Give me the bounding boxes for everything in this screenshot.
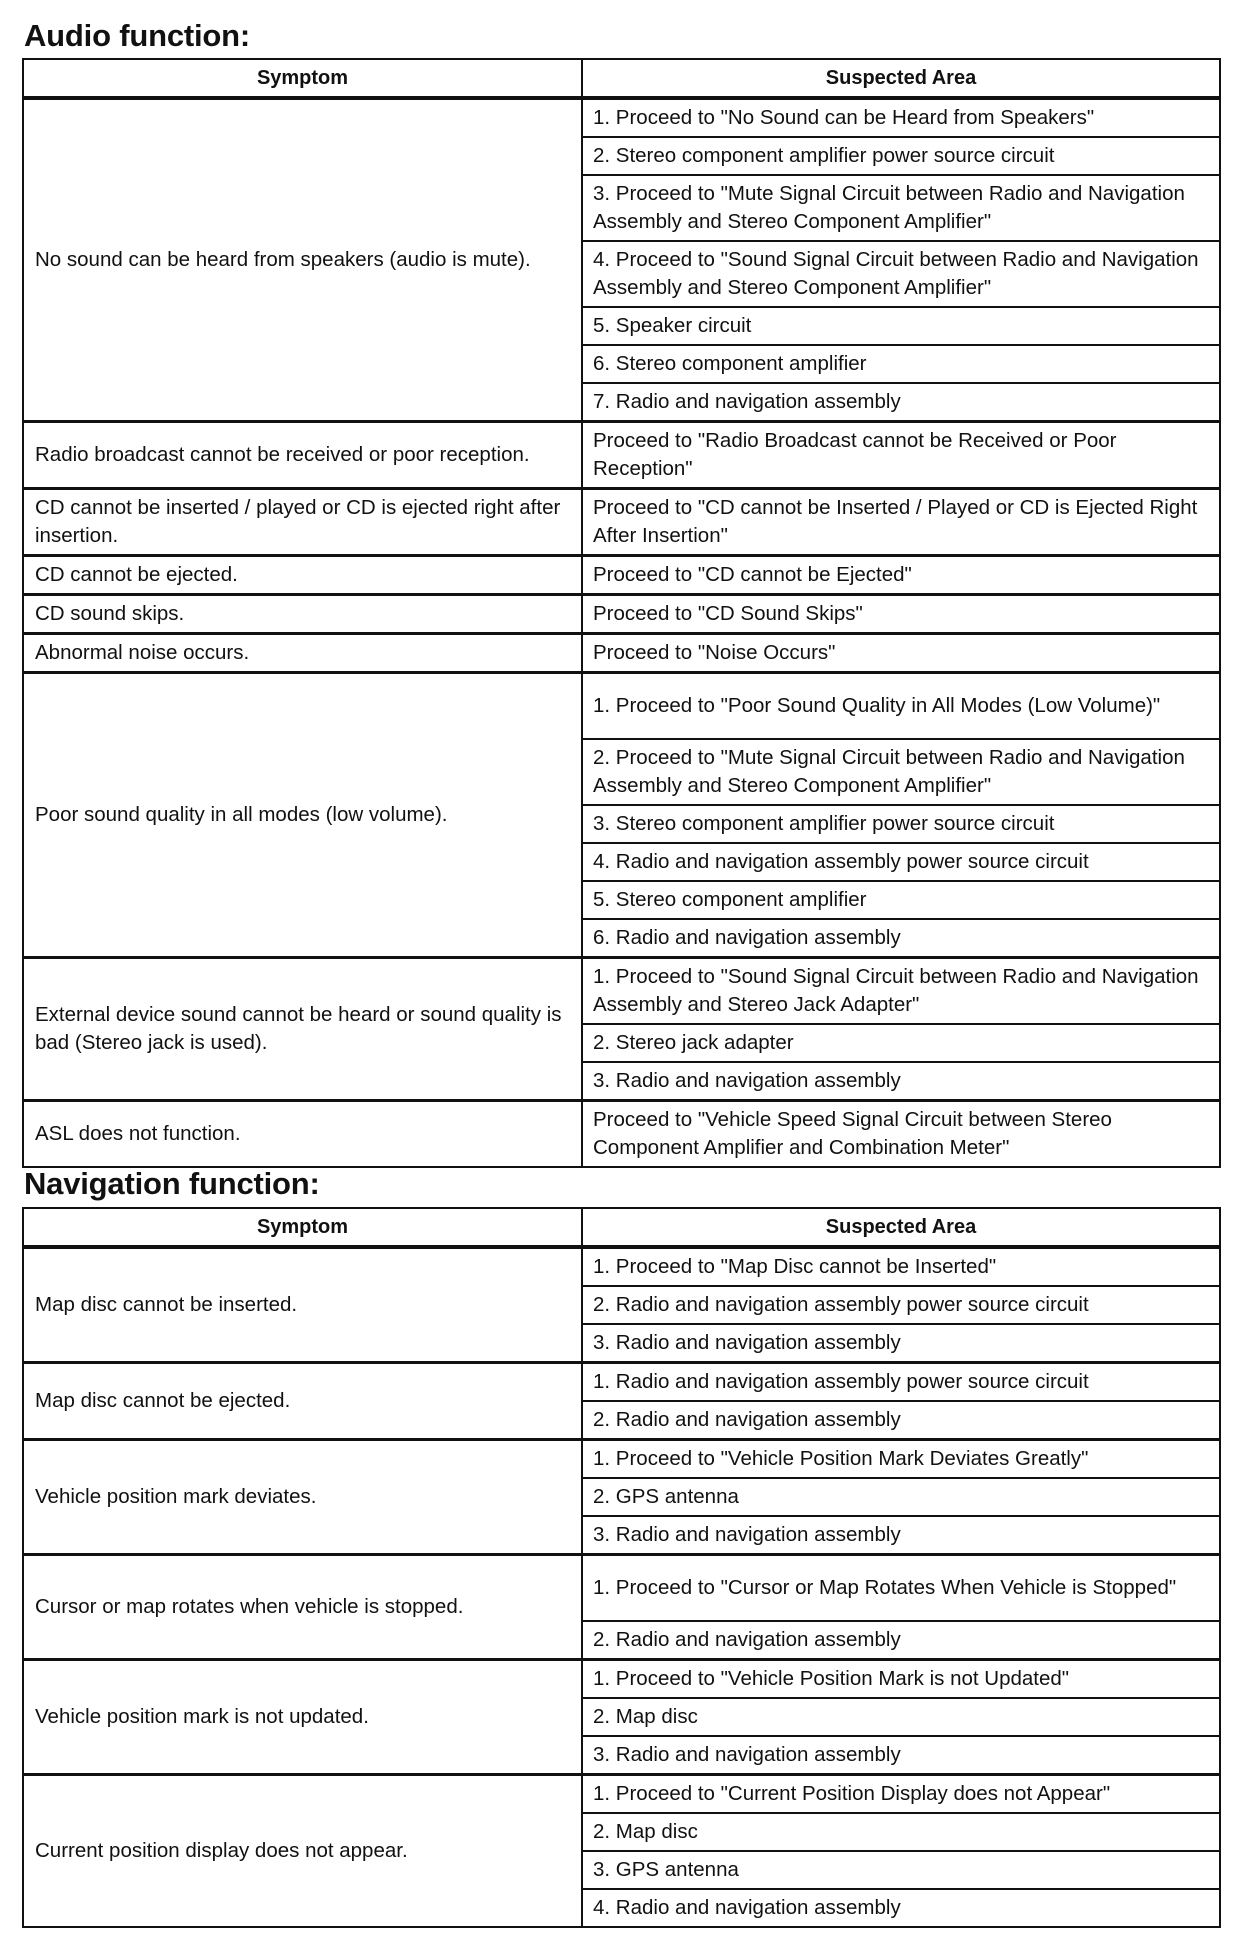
suspected-area-cell: 4. Proceed to "Sound Signal Circuit between Radio and Navigation Assembly and Stereo Component Amplifier" — [582, 241, 1220, 307]
table-row — [23, 1363, 1220, 1402]
suspected-area-cell: 1. Proceed to "Map Disc cannot be Inserted" — [582, 1247, 1220, 1286]
symptom-cell: External device sound cannot be heard or sound quality is bad (Stereo jack is used). — [23, 958, 582, 1101]
suspected-area-cell: Proceed to "Radio Broadcast cannot be Received or Poor Reception" — [582, 422, 1220, 489]
table-row — [23, 1775, 1220, 1814]
symptom-cell: Radio broadcast cannot be received or poor reception. — [23, 422, 582, 489]
suspected-area-cell: 2. Stereo jack adapter — [582, 1024, 1220, 1062]
suspected-area-cell: 2. GPS antenna — [582, 1478, 1220, 1516]
suspected-area-cell: 1. Proceed to "Vehicle Position Mark is not Updated" — [582, 1660, 1220, 1699]
suspected-area-cell: 2. Radio and navigation assembly power source circuit — [582, 1286, 1220, 1324]
suspected-area-cell: 1. Proceed to "Sound Signal Circuit between Radio and Navigation Assembly and Stereo Jack Adapter" — [582, 958, 1220, 1025]
suspected-area-cell: 3. Stereo component amplifier power source circuit — [582, 805, 1220, 843]
symptom-cell: Poor sound quality in all modes (low volume). — [23, 673, 582, 958]
suspected-area-cell: 2. Stereo component amplifier power source circuit — [582, 137, 1220, 175]
suspected-area-cell: 6. Radio and navigation assembly — [582, 919, 1220, 958]
suspected-area-cell: 6. Stereo component amplifier — [582, 345, 1220, 383]
suspected-area-cell: 2. Map disc — [582, 1813, 1220, 1851]
symptom-cell: CD cannot be inserted / played or CD is ejected right after insertion. — [23, 489, 582, 556]
suspected-area-cell: Proceed to "Vehicle Speed Signal Circuit between Stereo Component Amplifier and Combination Meter" — [582, 1101, 1220, 1168]
symptom-cell: CD sound skips. — [23, 595, 582, 634]
suspected-area-cell: 1. Radio and navigation assembly power source circuit — [582, 1363, 1220, 1402]
suspected-area-cell: 2. Proceed to "Mute Signal Circuit between Radio and Navigation Assembly and Stereo Component Amplifier" — [582, 739, 1220, 805]
table-row — [23, 673, 1220, 740]
navigation-section-heading: Navigation function: — [24, 1166, 320, 1201]
suspected-area-column-header: Suspected Area — [582, 1208, 1220, 1247]
symptom-cell: Current position display does not appear. — [23, 1775, 582, 1928]
suspected-area-cell: 5. Speaker circuit — [582, 307, 1220, 345]
suspected-area-cell: 3. Radio and navigation assembly — [582, 1324, 1220, 1363]
suspected-area-cell: 4. Radio and navigation assembly — [582, 1889, 1220, 1927]
suspected-area-cell: 3. Proceed to "Mute Signal Circuit between Radio and Navigation Assembly and Stereo Component Amplifier" — [582, 175, 1220, 241]
table-row — [23, 1555, 1220, 1622]
suspected-area-cell: 1. Proceed to "Current Position Display does not Appear" — [582, 1775, 1220, 1814]
table-row — [23, 422, 1220, 489]
suspected-area-cell: 3. GPS antenna — [582, 1851, 1220, 1889]
symptom-column-header: Symptom — [23, 59, 582, 98]
table-header-row — [23, 59, 1220, 98]
suspected-area-cell: 1. Proceed to "Cursor or Map Rotates When Vehicle is Stopped" — [582, 1555, 1220, 1622]
symptom-cell: No sound can be heard from speakers (audio is mute). — [23, 98, 582, 422]
table-header-row — [23, 1208, 1220, 1247]
table-row — [23, 1660, 1220, 1699]
audio-section-heading: Audio function: — [24, 18, 250, 53]
suspected-area-cell: 1. Proceed to "Vehicle Position Mark Deviates Greatly" — [582, 1440, 1220, 1479]
table-row — [23, 1247, 1220, 1286]
symptom-cell: Map disc cannot be inserted. — [23, 1247, 582, 1363]
suspected-area-cell: 3. Radio and navigation assembly — [582, 1516, 1220, 1555]
suspected-area-cell: 2. Radio and navigation assembly — [582, 1401, 1220, 1440]
suspected-area-cell: Proceed to "CD Sound Skips" — [582, 595, 1220, 634]
symptom-cell: Cursor or map rotates when vehicle is stopped. — [23, 1555, 582, 1660]
suspected-area-cell: 3. Radio and navigation assembly — [582, 1062, 1220, 1101]
suspected-area-cell: 1. Proceed to "Poor Sound Quality in All Modes (Low Volume)" — [582, 673, 1220, 740]
table-row — [23, 556, 1220, 595]
suspected-area-cell: Proceed to "Noise Occurs" — [582, 634, 1220, 673]
symptom-cell: Map disc cannot be ejected. — [23, 1363, 582, 1440]
symptom-cell: Vehicle position mark is not updated. — [23, 1660, 582, 1775]
symptom-cell: ASL does not function. — [23, 1101, 582, 1168]
table-row — [23, 595, 1220, 634]
table-row — [23, 489, 1220, 556]
table-row — [23, 634, 1220, 673]
table-row — [23, 1440, 1220, 1479]
symptom-cell: Abnormal noise occurs. — [23, 634, 582, 673]
table-row — [23, 98, 1220, 137]
symptom-cell: Vehicle position mark deviates. — [23, 1440, 582, 1555]
symptom-cell: CD cannot be ejected. — [23, 556, 582, 595]
suspected-area-cell: 2. Radio and navigation assembly — [582, 1621, 1220, 1660]
suspected-area-cell: 3. Radio and navigation assembly — [582, 1736, 1220, 1775]
suspected-area-column-header: Suspected Area — [582, 59, 1220, 98]
suspected-area-cell: Proceed to "CD cannot be Inserted / Played or CD is Ejected Right After Insertion" — [582, 489, 1220, 556]
suspected-area-cell: 5. Stereo component amplifier — [582, 881, 1220, 919]
audio-function-table — [22, 58, 1221, 1168]
suspected-area-cell: 4. Radio and navigation assembly power source circuit — [582, 843, 1220, 881]
navigation-function-table — [22, 1207, 1221, 1928]
suspected-area-cell: 7. Radio and navigation assembly — [582, 383, 1220, 422]
table-row — [23, 1101, 1220, 1168]
suspected-area-cell: 1. Proceed to "No Sound can be Heard from Speakers" — [582, 98, 1220, 137]
suspected-area-cell: 2. Map disc — [582, 1698, 1220, 1736]
table-row — [23, 958, 1220, 1025]
symptom-column-header: Symptom — [23, 1208, 582, 1247]
suspected-area-cell: Proceed to "CD cannot be Ejected" — [582, 556, 1220, 595]
